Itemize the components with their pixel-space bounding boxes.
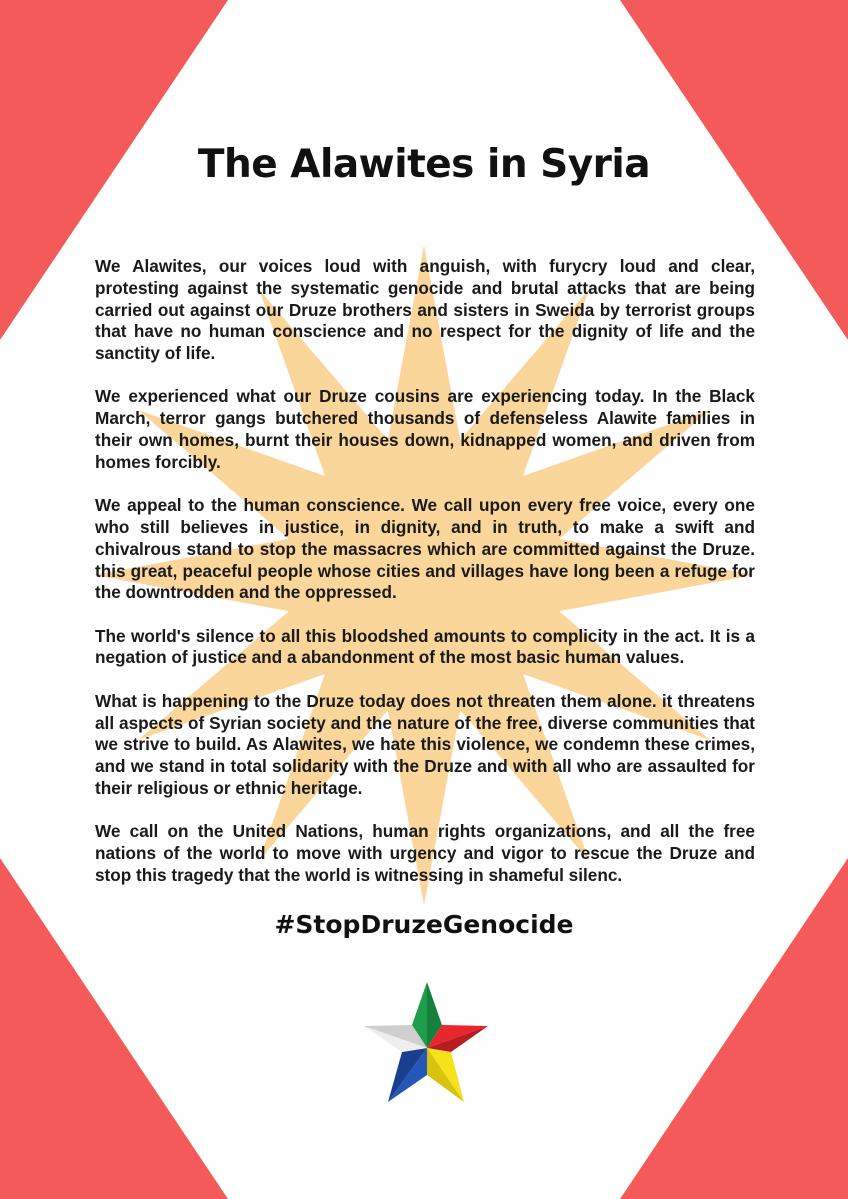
paragraph: We Alawites, our voices loud with anguish, with furycry loud and clear, protesting against the systematic genocide and brutal attacks that are being carried out against our Druze brothers and sisters in Sweida by terrorist groups that have no human conscience and no respect for the dignity of life and the sanctity of life. [95, 256, 755, 364]
paragraph: We experienced what our Druze cousins are experiencing today. In the Black March, terror gangs butchered thousands of defenseless Alawite families in their own homes, burnt their houses down, kidnapped women, and driven from homes forcibly. [95, 386, 755, 472]
letter-body [95, 256, 755, 908]
paragraph: The world's silence to all this bloodshed amounts to complicity in the act. It is a negation of justice and a abandonment of the most basic human values. [95, 625, 755, 668]
paragraph: We call on the United Nations, human rights organizations, and all the free nations of the world to move with urgency and vigor to rescue the Druze and stop this tragedy that the world is witnessing in shameful silenc. [95, 821, 755, 885]
paragraph: We appeal to the human conscience. We call upon every free voice, every one who still believes in justice, in dignity, and in truth, to make a swift and chivalrous stand to stop the massacres which are committed against the Druze. this great, peaceful people whose cities and villages have long been a refuge for the downtrodden and the oppressed. [95, 495, 755, 603]
paragraph: What is happening to the Druze today does not threaten them alone. it threatens all aspects of Syrian society and the nature of the free, diverse communities that we strive to build. As Alawites, we hate this violence, we condemn these crimes, and we stand in total solidarity with the Druze and with all who are assaulted for their religious or ethnic heritage. [95, 690, 755, 798]
hashtag: #StopDruzeGenocide [274, 910, 574, 939]
page-title: The Alawites in Syria [197, 142, 651, 187]
druze-star-icon [360, 980, 490, 1105]
